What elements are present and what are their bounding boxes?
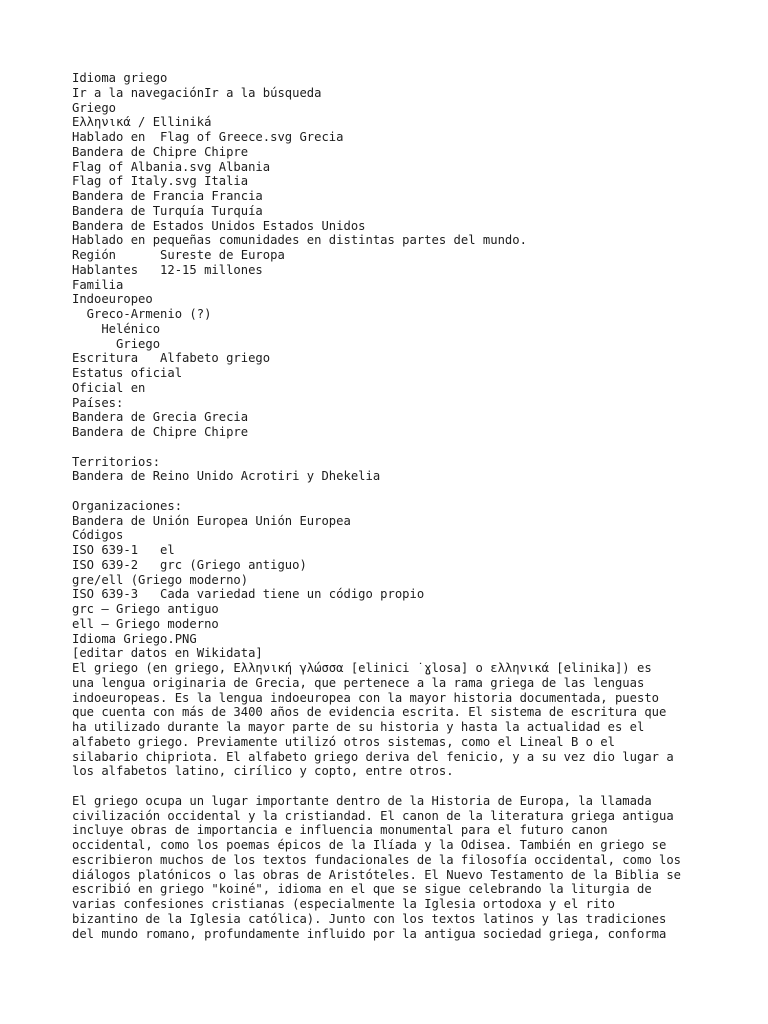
organizations-label: Organizaciones: bbox=[72, 498, 183, 513]
family-tree-item: Griego bbox=[72, 336, 161, 351]
paragraph-line: El griego ocupa un lugar importante dentro de la Historia de Europa, la llamada bbox=[72, 793, 652, 808]
paragraph-line: escribió en griego "koiné", idioma en el que se sigue celebrando la liturgia de bbox=[72, 882, 652, 897]
code-line: ISO 639-3 Cada variedad tiene un código propio bbox=[72, 587, 425, 602]
code-line: grc – Griego antiguo bbox=[72, 602, 219, 616]
official-in-label: Oficial en bbox=[72, 380, 146, 395]
paragraph-line: incluye obras de importancia e influencia monumental para el futuro canon bbox=[72, 823, 608, 838]
blank-line bbox=[72, 779, 698, 794]
flag-line-france: Bandera de Francia Francia bbox=[72, 189, 263, 203]
paragraph-line: del mundo romano, profundamente influido por la antigua sociedad griega, conforma bbox=[72, 926, 667, 941]
countries-label: Países: bbox=[72, 395, 124, 410]
organization-line: Bandera de Unión Europea Unión Europea bbox=[72, 513, 351, 528]
paragraph-line: bizantino de la Iglesia católica). Junto con los textos latinos y las tradiciones bbox=[72, 911, 667, 926]
paragraph-line: escribieron muchos de los textos fundacionales de la filosofía occidental, como los bbox=[72, 852, 682, 867]
code-line: ISO 639-2 grc (Griego antiguo) bbox=[72, 557, 307, 572]
paragraph-history bbox=[72, 794, 698, 942]
region-line: Región Sureste de Europa bbox=[72, 248, 285, 262]
codes-label: Códigos bbox=[72, 528, 124, 543]
speakers-line: Hablantes 12-15 millones bbox=[72, 262, 263, 277]
flag-line-italy: Flag of Italy.svg Italia bbox=[72, 174, 249, 189]
paragraph-line: El griego (en griego, Ελληνική γλώσσα [elini̇ci ̇ ɣlosa] o ελληνικά [elini̇ka]) es bbox=[72, 661, 652, 675]
family-tree-item: Helénico bbox=[72, 321, 161, 336]
spoken-in-line: Hablado en Flag of Greece.svg Grecia bbox=[72, 130, 344, 144]
image-caption: Idioma Griego.PNG bbox=[72, 631, 197, 646]
territories-label: Territorios: bbox=[72, 454, 161, 469]
blank-line bbox=[72, 484, 698, 499]
document-body bbox=[72, 71, 698, 941]
flag-line-turkey: Bandera de Turquía Turquía bbox=[72, 203, 263, 218]
paragraph-intro bbox=[72, 661, 698, 779]
code-line: ell – Griego moderno bbox=[72, 616, 219, 631]
paragraph-line: ha utilizado durante la mayor parte de su historia y hasta la actualidad es el bbox=[72, 720, 645, 734]
flag-line-albania: Flag of Albania.svg Albania bbox=[72, 159, 271, 174]
paragraph-line: occidental, como los poemas épicos de la Ilíada y la Odisea. También en griego se bbox=[72, 838, 667, 852]
paragraph-line: que cuenta con más de 3400 años de evidencia escrita. El sistema de escritura que bbox=[72, 705, 667, 720]
paragraph-line: varias confesiones cristianas (especialmente la Iglesia ortodoxa y el rito bbox=[72, 897, 615, 911]
paragraph-line: indoeuropeas. Es la lengua indoeuropea con la mayor historia documentada, puesto bbox=[72, 690, 659, 705]
paragraph-line: diálogos platónicos o las obras de Aristóteles. El Nuevo Testamento de la Biblia se bbox=[72, 867, 682, 882]
paragraph-line: una lengua originaria de Grecia, que pertenece a la rama griega de las lenguas bbox=[72, 675, 645, 690]
family-tree-item: Greco-Armenio (?) bbox=[72, 307, 212, 321]
paragraph-line: los alfabetos latino, cirílico y copto, entre otros. bbox=[72, 764, 454, 779]
official-status-label: Estatus oficial bbox=[72, 366, 183, 380]
code-line: gre/ell (Griego moderno) bbox=[72, 572, 249, 587]
native-name: Ελληνικά / Elliniká bbox=[72, 115, 212, 130]
country-line-cyprus: Bandera de Chipre Chipre bbox=[72, 425, 249, 439]
flag-line-united-states: Bandera de Estados Unidos Estados Unidos bbox=[72, 218, 366, 233]
language-name: Griego bbox=[72, 100, 117, 115]
wikidata-edit-link[interactable]: [editar datos en Wikidata] bbox=[72, 646, 263, 661]
paragraph-line: alfabeto griego. Previamente utilizó otros sistemas, como el Lineal B o el bbox=[72, 734, 615, 749]
country-line-greece: Bandera de Grecia Grecia bbox=[72, 410, 249, 425]
code-line: ISO 639-1 el bbox=[72, 543, 175, 557]
blank-line bbox=[72, 440, 698, 455]
navigation-links[interactable]: Ir a la navegaciónIr a la búsqueda bbox=[72, 85, 322, 100]
paragraph-line: silabario chipriota. El alfabeto griego deriva del fenicio, y a su vez dio lugar a bbox=[72, 749, 674, 764]
territory-line: Bandera de Reino Unido Acrotiri y Dhekelia bbox=[72, 469, 381, 484]
family-label: Familia bbox=[72, 277, 124, 292]
flag-line-cyprus: Bandera de Chipre Chipre bbox=[72, 144, 249, 159]
family-tree-item: Indoeuropeo bbox=[72, 292, 153, 307]
spoken-small-communities: Hablado en pequeñas comunidades en distintas partes del mundo. bbox=[72, 233, 527, 248]
page-title: Idioma griego bbox=[72, 71, 168, 85]
paragraph-line: civilización occidental y la cristiandad. El canon de la literatura griega antigua bbox=[72, 808, 674, 823]
writing-line: Escritura Alfabeto griego bbox=[72, 351, 271, 366]
